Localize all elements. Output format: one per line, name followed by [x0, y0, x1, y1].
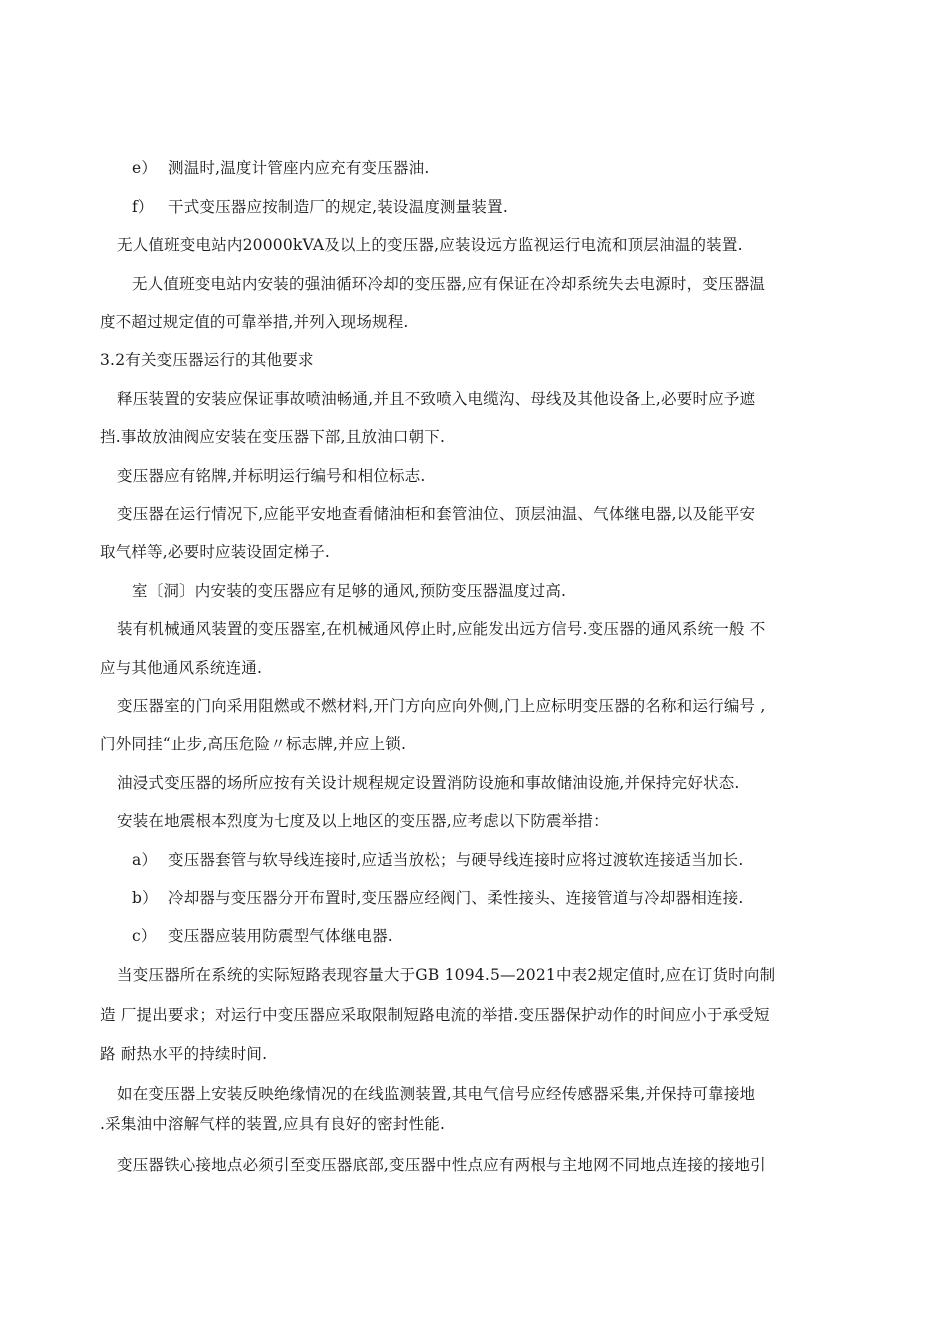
list-item-e — [132, 158, 429, 178]
paragraph: 安装在地震根本烈度为七度及以上地区的变压器,应考虑以下防震举措： — [117, 812, 609, 830]
list-item-a — [132, 850, 743, 870]
list-marker: f） — [132, 198, 154, 216]
section-heading: 3.2有关变压器运行的其他要求 — [100, 351, 314, 369]
paragraph: 无人值班变电站内20000kVA及以上的变压器,应装设远方监视运行电流和顶层油温的装置. — [117, 236, 743, 254]
list-item-b — [132, 888, 743, 908]
paragraph-line: 无人值班变电站内安装的强油循环冷却的变压器,应有保证在冷却系统失去电源时，变压器温 — [132, 275, 766, 293]
paragraph-line: 取气样等,必要时应装设固定梯子. — [100, 543, 331, 561]
paragraph: 室〔洞〕内安装的变压器应有足够的通风,预防变压器温度过高. — [132, 582, 567, 600]
paragraph: 变压器应有铭牌,并标明运行编号和相位标志. — [117, 467, 426, 485]
list-item-f — [132, 197, 508, 217]
paragraph-line: 造 厂提出要求；对运行中变压器应采取限制短路电流的举措.变压器保护动作的时间应小于承受短 — [100, 1006, 770, 1024]
paragraph-line: 路 耐热水平的持续时间. — [100, 1045, 268, 1063]
paragraph-line: 门外同挂“止步,高压危险〃标志牌,并应上锁. — [100, 735, 407, 753]
list-text: 干式变压器应按制造厂的规定,装设温度测量装置. — [168, 198, 508, 216]
list-item-c — [132, 926, 393, 946]
paragraph: 油浸式变压器的场所应按有关设计规程规定设置消防设施和事故储油设施,并保持完好状态. — [117, 774, 740, 792]
paragraph-line: 当变压器所在系统的实际短路表现容量大于GB 1094.5—2021中表2规定值时,应在订货时向制 — [117, 966, 776, 984]
paragraph: 变压器铁心接地点必须引至变压器底部,变压器中性点应有两根与主地网不同地点连接的接地引 — [117, 1156, 766, 1174]
list-text: 变压器套管与软导线连接时,应适当放松；与硬导线连接时应将过渡软连接适当加长. — [168, 851, 744, 869]
paragraph-line: 如在变压器上安装反映绝缘情况的在线监测装置,其电气信号应经传感器采集,并保持可靠接地 — [117, 1085, 756, 1103]
list-text: 测温时,温度计管座内应充有变压器油. — [168, 159, 430, 177]
paragraph-line: 装有机械通风装置的变压器室,在机械通风停止时,应能发出远方信号.变压器的通风系统一般 不 — [117, 620, 766, 638]
list-marker: a） — [132, 851, 158, 869]
paragraph-line: 变压器室的门向采用阻燃或不燃材料,开门方向应向外侧,门上应标明变压器的名称和运行编号 , — [117, 697, 766, 715]
paragraph-line: 释压装置的安装应保证事故喷油畅通,并且不致喷入电缆沟、母线及其他设备上,必要时应予遮 — [117, 390, 756, 408]
paragraph-line: .采集油中溶解气样的装置,应具有良好的密封性能. — [100, 1115, 446, 1133]
list-marker: b） — [132, 889, 158, 907]
list-text: 冷却器与变压器分开布置时,变压器应经阀门、柔性接头、连接管道与冷却器相连接. — [168, 889, 744, 907]
list-marker: e） — [132, 159, 158, 177]
paragraph-line: 应与其他通风系统连通. — [100, 659, 263, 677]
paragraph-line: 挡.事故放油阀应安装在变压器下部,且放油口朝下. — [100, 428, 446, 446]
list-text: 变压器应装用防震型气体继电器. — [168, 927, 393, 945]
list-marker: c） — [132, 927, 157, 945]
paragraph-line: 度不超过规定值的可靠举措,并列入现场规程. — [100, 313, 409, 331]
paragraph-line: 变压器在运行情况下,应能平安地查看储油柜和套管油位、顶层油温、气体继电器,以及能平安 — [117, 505, 756, 523]
